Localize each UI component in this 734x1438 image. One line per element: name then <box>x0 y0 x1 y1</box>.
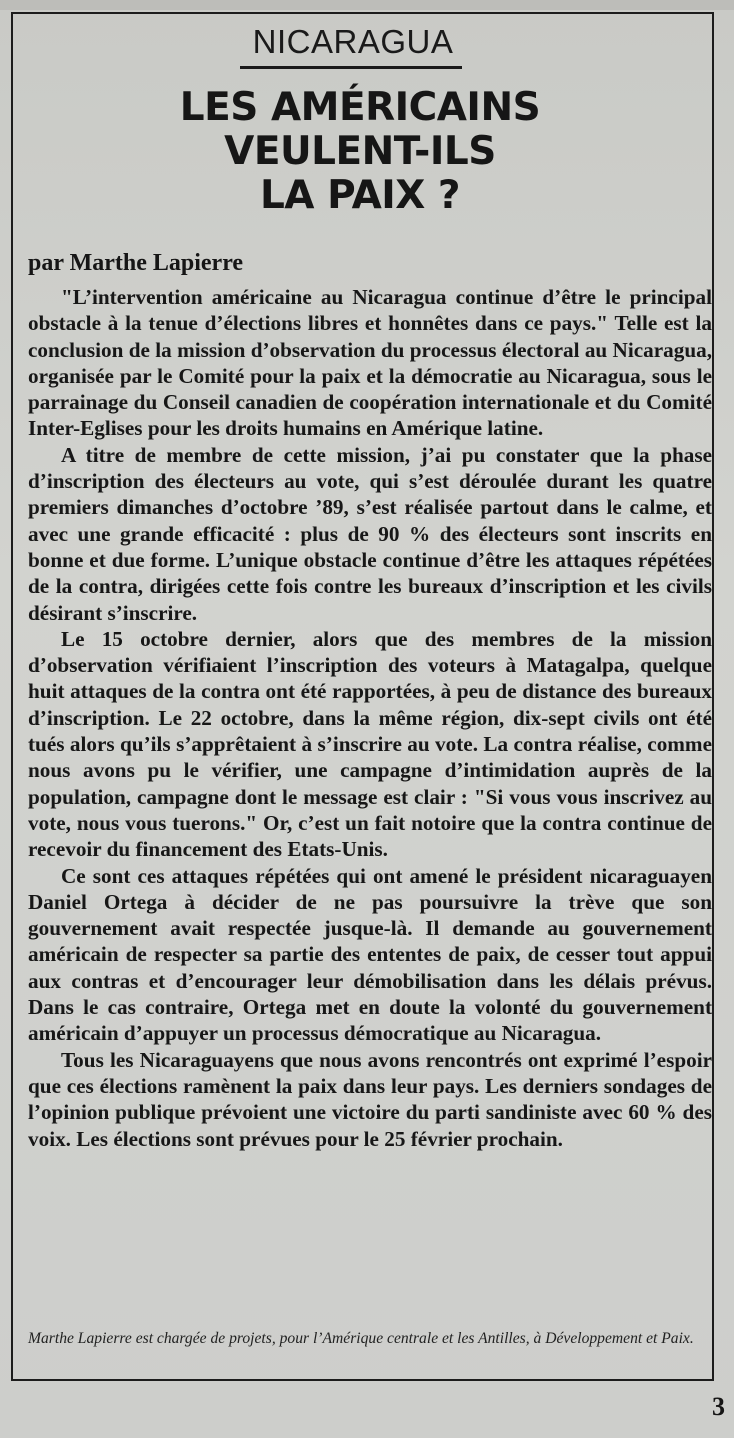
kicker-underline <box>240 66 462 69</box>
paragraph: Tous les Nicaraguayens que nous avons rencontrés ont exprimé l’espoir que ces élections ramènent la paix dans leur pays. Les derniers sondages de l’opinion publique prévoient une victoire du parti sandiniste avec 60 % des voix. Les élections sont prévues pour le 25 février prochain. <box>28 1047 712 1151</box>
paragraph: Ce sont ces attaques répétées qui ont amené le président nicaraguayen Daniel Ortega à décider de ne pas poursuivre la trève que son gouvernement avait respectée jusque-là. Il demande au gouvernement américain de respecter sa partie des ententes de paix, de cesser tout appui aux contras et d’encourager leur démobilisation dans les délais prévus. Dans le cas contraire, Ortega met en doute la volonté du gouvernement américain d’appuyer un processus démocratique au Nicaragua. <box>28 863 712 1046</box>
headline-line: VEULENT-ILS <box>224 129 496 174</box>
scan-top-edge <box>0 0 734 10</box>
paragraph: "L’intervention américaine au Nicaragua continue d’être le principal obstacle à la tenue d’élections libres et honnêtes dans ce pays." Telle est la conclusion de la mission d’observation du processus électoral au Nicaragua, organisée par le Comité pour la paix et la démocratie au Nicaragua, sous le parrainage du Conseil canadien de coopération internationale et du Comité Inter-Eglises pour les droits humains en Amérique latine. <box>28 285 712 441</box>
byline: par Marthe Lapierre <box>28 250 244 276</box>
section-kicker: NICARAGUA <box>252 23 454 60</box>
headline-line: LES AMÉRICAINS <box>179 85 541 130</box>
headline <box>60 86 660 218</box>
page-number: 3 <box>712 1392 725 1421</box>
author-note: Marthe Lapierre est chargée de projets, pour l’Amérique centrale et les Antilles, à Développement et Paix. <box>28 1330 694 1347</box>
headline-line: LA PAIX ? <box>259 173 461 218</box>
article-body <box>28 284 712 1152</box>
paragraph: Le 15 octobre dernier, alors que des membres de la mission d’observation vérifiaient l’inscription des voteurs à Matagalpa, quelque huit attaques de la contra ont été rapportées, à peu de distance des bureaux d’inscription. Le 22 octobre, dans la même région, dix-sept civils ont été tués alors qu’ils s’apprêtaient à s’inscrire au vote. La contra réalise, comme nous avons pu le vérifier, une campagne d’intimidation auprès de la population, campagne dont le message est clair : "Si vous vous inscrivez au vote, nous vous tuerons." Or, c’est un fait notoire que la contra continue de recevoir du financement des Etats-Unis. <box>28 626 712 862</box>
paragraph: A titre de membre de cette mission, j’ai pu constater que la phase d’inscription des électeurs au vote, qui s’est déroulée durant les quatre premiers dimanches d’octobre ’89, s’est réalisée partout dans le calme, et avec une grande efficacité : plus de 90 % des électeurs sont inscrits en bonne et due forme. L’unique obstacle continue d’être les attaques répétées de la contra, dirigées cette fois contre les bureaux d’inscription et les civils désirant s’inscrire. <box>28 442 712 625</box>
